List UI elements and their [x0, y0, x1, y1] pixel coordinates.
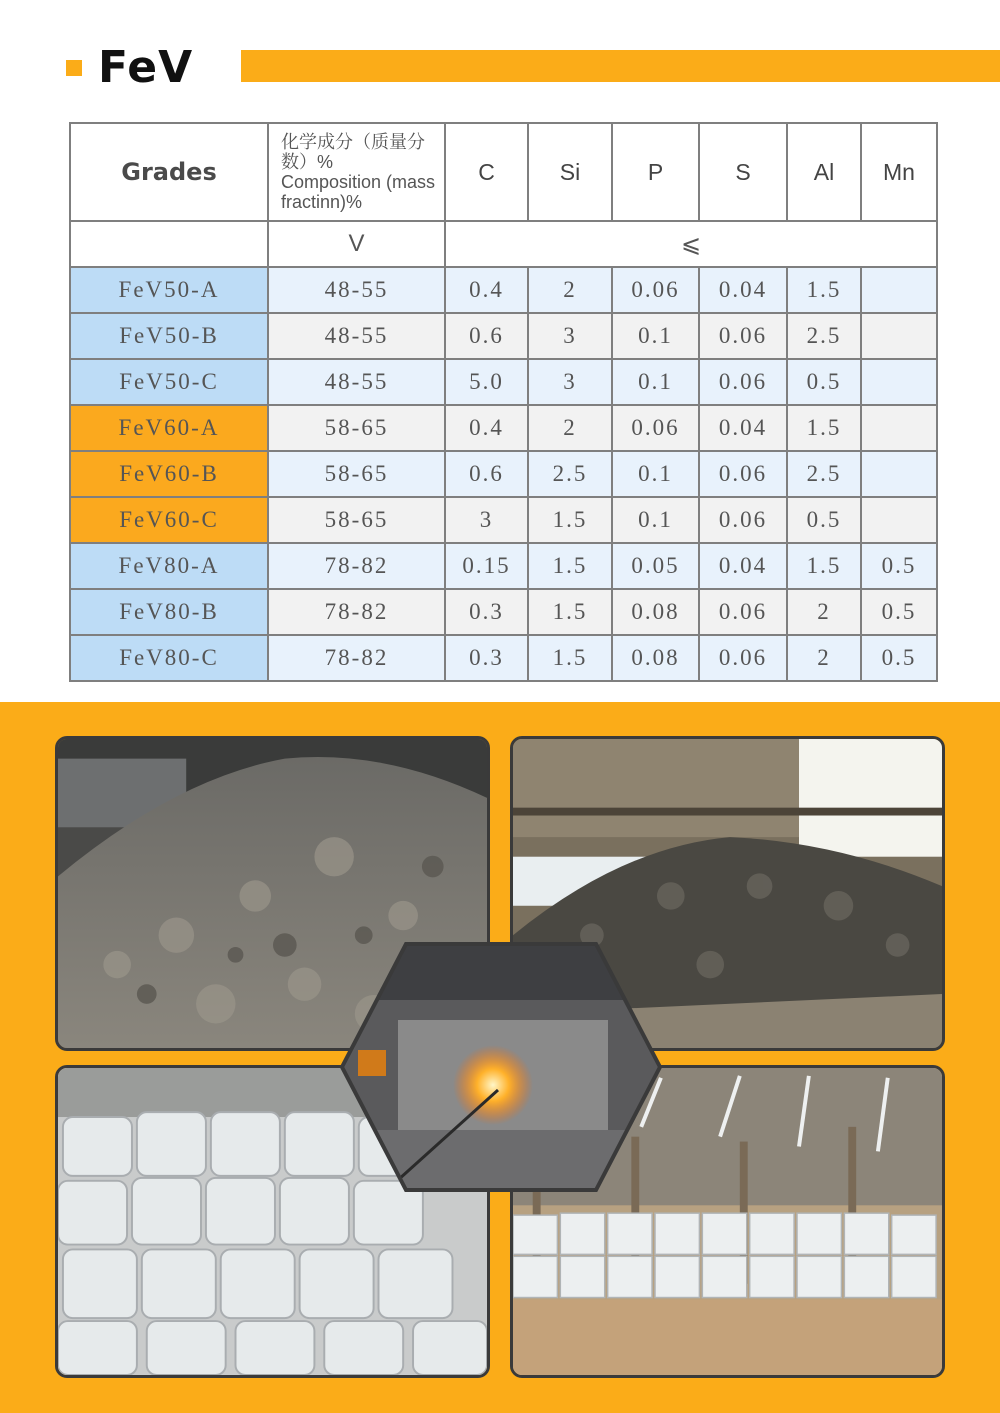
p-cell: 0.06: [612, 267, 699, 313]
c-cell: 3: [445, 497, 528, 543]
al-cell: 1.5: [787, 543, 861, 589]
p-cell: 0.1: [612, 497, 699, 543]
mn-cell: 0.5: [861, 543, 937, 589]
c-cell: 0.3: [445, 589, 528, 635]
si-cell: 2.5: [528, 451, 612, 497]
mn-cell: 0.5: [861, 589, 937, 635]
table-row: [70, 313, 937, 359]
s-cell: 0.04: [699, 267, 787, 313]
grade-cell: FeV50-A: [70, 267, 268, 313]
grade-cell: FeV80-B: [70, 589, 268, 635]
title-marker: [66, 60, 82, 76]
mn-cell: [861, 497, 937, 543]
al-cell: 0.5: [787, 359, 861, 405]
mn-cell: [861, 451, 937, 497]
p-cell: 0.06: [612, 405, 699, 451]
p-cell: 0.1: [612, 451, 699, 497]
composition-header-cn: 化学成分（质量分数）%: [281, 132, 425, 172]
subheader-row: [70, 221, 937, 267]
header-si: Si: [528, 123, 612, 221]
c-cell: 0.4: [445, 267, 528, 313]
table-row: [70, 635, 937, 681]
v-cell: 58-65: [268, 497, 445, 543]
subheader-v: V: [268, 221, 445, 267]
table-row: [70, 589, 937, 635]
c-cell: 0.3: [445, 635, 528, 681]
table-body: [70, 267, 937, 681]
s-cell: 0.06: [699, 589, 787, 635]
v-cell: 78-82: [268, 543, 445, 589]
mn-cell: 0.5: [861, 635, 937, 681]
al-cell: 1.5: [787, 267, 861, 313]
si-cell: 1.5: [528, 635, 612, 681]
furnace-photo: [338, 940, 664, 1194]
p-cell: 0.1: [612, 359, 699, 405]
grade-cell: FeV60-A: [70, 405, 268, 451]
header-c: C: [445, 123, 528, 221]
grades-header: Grades: [70, 123, 268, 221]
p-cell: 0.08: [612, 635, 699, 681]
v-cell: 78-82: [268, 589, 445, 635]
al-cell: 2: [787, 589, 861, 635]
header-al: Al: [787, 123, 861, 221]
table-row: [70, 405, 937, 451]
table-row: [70, 359, 937, 405]
c-cell: 0.6: [445, 451, 528, 497]
table-row: [70, 267, 937, 313]
al-cell: 0.5: [787, 497, 861, 543]
grade-cell: FeV50-B: [70, 313, 268, 359]
mn-cell: [861, 267, 937, 313]
page-title: FeV: [98, 42, 194, 93]
al-cell: 1.5: [787, 405, 861, 451]
grade-cell: FeV50-C: [70, 359, 268, 405]
table-row: [70, 543, 937, 589]
si-cell: 3: [528, 359, 612, 405]
v-cell: 48-55: [268, 359, 445, 405]
s-cell: 0.06: [699, 313, 787, 359]
s-cell: 0.04: [699, 543, 787, 589]
si-cell: 2: [528, 267, 612, 313]
p-cell: 0.05: [612, 543, 699, 589]
v-cell: 58-65: [268, 405, 445, 451]
s-cell: 0.06: [699, 635, 787, 681]
c-cell: 5.0: [445, 359, 528, 405]
si-cell: 2: [528, 405, 612, 451]
v-cell: 48-55: [268, 267, 445, 313]
v-cell: 58-65: [268, 451, 445, 497]
mn-cell: [861, 313, 937, 359]
table-row: [70, 451, 937, 497]
si-cell: 1.5: [528, 497, 612, 543]
subheader-max-symbol: ⩽: [445, 221, 937, 267]
mn-cell: [861, 405, 937, 451]
si-cell: 3: [528, 313, 612, 359]
composition-table: [69, 122, 938, 682]
header-p: P: [612, 123, 699, 221]
c-cell: 0.6: [445, 313, 528, 359]
si-cell: 1.5: [528, 589, 612, 635]
grade-cell: FeV60-B: [70, 451, 268, 497]
c-cell: 0.4: [445, 405, 528, 451]
grade-cell: FeV80-C: [70, 635, 268, 681]
s-cell: 0.06: [699, 451, 787, 497]
al-cell: 2.5: [787, 451, 861, 497]
composition-header-en: Composition (mass fractinn)%: [281, 172, 436, 212]
s-cell: 0.06: [699, 497, 787, 543]
header-s: S: [699, 123, 787, 221]
header-row: [70, 123, 937, 221]
header-mn: Mn: [861, 123, 937, 221]
grade-cell: FeV80-A: [70, 543, 268, 589]
table-row: [70, 497, 937, 543]
al-cell: 2: [787, 635, 861, 681]
s-cell: 0.04: [699, 405, 787, 451]
v-cell: 78-82: [268, 635, 445, 681]
si-cell: 1.5: [528, 543, 612, 589]
s-cell: 0.06: [699, 359, 787, 405]
grade-cell: FeV60-C: [70, 497, 268, 543]
title-accent-bar: [241, 50, 1000, 82]
v-cell: 48-55: [268, 313, 445, 359]
c-cell: 0.15: [445, 543, 528, 589]
subheader-blank: [70, 221, 268, 267]
al-cell: 2.5: [787, 313, 861, 359]
p-cell: 0.08: [612, 589, 699, 635]
composition-header: [268, 123, 445, 221]
p-cell: 0.1: [612, 313, 699, 359]
mn-cell: [861, 359, 937, 405]
